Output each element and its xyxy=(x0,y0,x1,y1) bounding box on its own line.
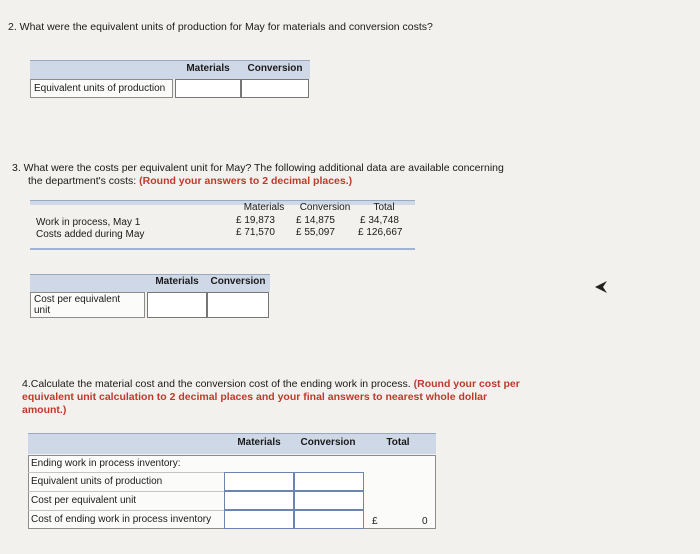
mouse-cursor-icon xyxy=(595,280,609,292)
q4-equiv-units-conversion-input[interactable] xyxy=(294,472,364,491)
q4-cost-per-unit-materials-input[interactable] xyxy=(224,491,294,510)
q3-answer-header-conversion: Conversion xyxy=(210,276,266,287)
q3-divider xyxy=(30,248,415,250)
q3-question-line2 xyxy=(28,175,668,188)
q2-header-conversion: Conversion xyxy=(247,63,303,74)
q4-instruction-line2: equivalent unit calculation to 2 decimal places and your final answers to nearest whole dollar xyxy=(22,391,488,403)
q4-instruction-line1: (Round your cost per xyxy=(413,378,520,390)
q4-total-currency: £ xyxy=(372,516,378,527)
q3-answer-row-label-line2: unit xyxy=(34,305,51,316)
q4-row-label-0: Ending work in process inventory: xyxy=(31,458,181,469)
q4-row-label-3: Cost of ending work in process inventory xyxy=(31,514,212,525)
q3-data-row-label-1: Costs added during May xyxy=(36,229,145,240)
q3-data-row0-total: £ 34,748 xyxy=(360,215,399,226)
q4-row-divider xyxy=(28,491,224,492)
q4-row-divider xyxy=(28,510,224,511)
q3-question-line1: 3. What were the costs per equivalent unit for May? The following additional data are available concerning xyxy=(12,162,504,174)
q4-header-materials: Materials xyxy=(237,437,281,448)
q3-data-row0-materials: £ 19,873 xyxy=(236,215,275,226)
q4-cost-per-unit-conversion-input[interactable] xyxy=(294,491,364,510)
q3-question-text: the department's costs: xyxy=(28,175,137,187)
q3-answer-row-label xyxy=(30,292,145,318)
q3-data-row1-conversion: £ 55,097 xyxy=(296,227,335,238)
q3-data-row1-total: £ 126,667 xyxy=(358,227,403,238)
q4-ending-wip-conversion-input[interactable] xyxy=(294,510,364,529)
q3-instruction: (Round your answers to 2 decimal places.) xyxy=(139,175,353,187)
q4-row-divider xyxy=(28,472,224,473)
q3-materials-input[interactable] xyxy=(147,292,207,318)
q4-total-value: 0 xyxy=(422,516,428,527)
q4-row-label-1: Equivalent units of production xyxy=(31,476,163,487)
q2-row-label: Equivalent units of production xyxy=(30,79,173,98)
q4-question-text: 4.Calculate the material cost and the conversion cost of the ending work in process. xyxy=(22,378,411,390)
q4-header-total: Total xyxy=(386,437,410,448)
q4-ending-wip-materials-input[interactable] xyxy=(224,510,294,529)
q4-question xyxy=(22,378,582,391)
q3-answer-header-materials: Materials xyxy=(155,276,199,287)
q3-data-row1-materials: £ 71,570 xyxy=(236,227,275,238)
q2-conversion-input[interactable] xyxy=(241,79,309,98)
q3-answer-row-label-line1: Cost per equivalent xyxy=(34,294,121,305)
q3-data-header-total: Total xyxy=(373,202,395,213)
q2-question: 2. What were the equivalent units of production for May for materials and conversion costs? xyxy=(8,21,433,33)
q3-data-header-materials: Materials xyxy=(243,202,285,213)
q4-instruction-line3: amount.) xyxy=(22,404,67,416)
q4-header-conversion: Conversion xyxy=(300,437,356,448)
q2-materials-input[interactable] xyxy=(175,79,241,98)
q4-equiv-units-materials-input[interactable] xyxy=(224,472,294,491)
q3-data-header-conversion: Conversion xyxy=(299,202,351,213)
q4-row-label-2: Cost per equivalent unit xyxy=(31,495,137,506)
q3-conversion-input[interactable] xyxy=(207,292,269,318)
q2-header-materials: Materials xyxy=(186,63,230,74)
q3-data-row0-conversion: £ 14,875 xyxy=(296,215,335,226)
q3-data-row-label-0: Work in process, May 1 xyxy=(36,217,141,228)
